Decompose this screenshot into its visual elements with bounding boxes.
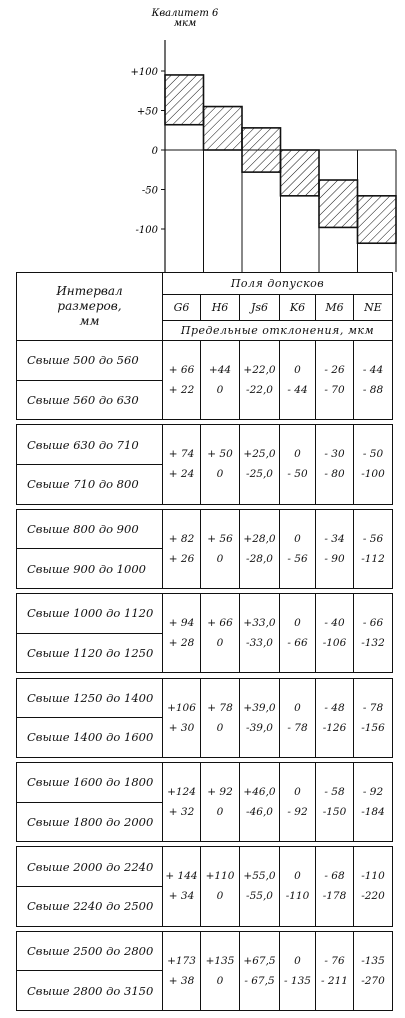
deviation-cell [280,509,316,588]
lower-deviation: 0 [216,552,224,565]
lower-deviation: 0 [216,637,224,650]
upper-deviation: - 92 [362,786,384,799]
deviation-cell [316,594,354,673]
deviation-cell [163,931,201,1010]
tolerance-band-M6 [319,180,358,227]
deviation-cell [201,931,240,1010]
lower-deviation: - 135 [284,974,311,987]
upper-deviation: +124 [167,786,196,799]
upper-deviation: +106 [167,701,196,714]
upper-deviation: +173 [167,954,196,967]
deviation-cell [240,509,280,588]
size-interval-cell: Свыше 1400 до 1600 [17,718,163,758]
upper-deviation: +28,0 [243,532,276,545]
deviation-cell [163,847,201,926]
lower-deviation: -106 [322,637,347,650]
column-header-M6: M6 [316,295,354,321]
upper-deviation: - 48 [324,701,345,714]
upper-deviation: 0 [294,532,301,545]
upper-deviation: 0 [294,954,301,967]
lower-deviation: - 44 [287,384,308,397]
table-row [17,678,393,718]
deviation-cell [240,341,280,420]
upper-deviation: - 40 [324,617,345,630]
lower-deviation: + 24 [168,468,195,481]
tolerance-band-H6 [204,107,243,150]
upper-deviation: 0 [294,448,301,461]
deviation-cell [240,425,280,504]
upper-deviation: +135 [205,954,235,967]
lower-deviation: -112 [361,552,385,565]
upper-deviation: -135 [361,954,385,967]
deviations-subheader: Предельные отклонения, мкм [163,321,393,341]
lower-deviation: 0 [216,890,224,903]
upper-deviation: - 56 [362,532,384,545]
tolerance-band-G6 [165,75,204,125]
deviation-cell [354,509,393,588]
table-row [17,931,393,971]
deviation-cell [316,425,354,504]
size-interval-cell: Свыше 630 до 710 [17,425,163,465]
upper-deviation: + 56 [207,532,233,545]
deviation-cell [163,509,201,588]
lower-deviation: - 80 [324,468,345,481]
deviation-cell [354,678,393,757]
lower-deviation: -25,0 [246,468,273,481]
upper-deviation: + 92 [207,786,233,799]
size-interval-cell: Свыше 2500 до 2800 [17,931,163,971]
y-axis-label: Квалитет 6 [151,8,219,19]
deviation-cell [163,425,201,504]
upper-deviation: +55,0 [243,870,276,883]
y-tick-label: -100 [135,225,158,236]
deviation-cell [240,594,280,673]
tolerance-chart-svg [0,0,405,272]
upper-deviation: + 66 [168,364,195,377]
deviation-cell [354,847,393,926]
deviation-cell [316,341,354,420]
size-interval-cell: Свыше 1120 до 1250 [17,633,163,673]
size-interval-cell: Свыше 1600 до 1800 [17,762,163,802]
deviation-cell [280,762,316,841]
lower-deviation: - 56 [287,552,308,565]
lower-deviation: -156 [361,721,385,734]
y-tick-label: 0 [151,146,158,157]
upper-deviation: +67,5 [243,954,276,967]
size-interval-cell: Свыше 900 до 1000 [17,549,163,589]
lower-deviation: - 70 [324,384,345,397]
lower-deviation: -55,0 [246,890,273,903]
upper-deviation: +25,0 [243,448,276,461]
size-interval-cell: Свыше 500 до 560 [17,341,163,381]
lower-deviation: - 67,5 [244,974,275,987]
upper-deviation: - 30 [324,448,345,461]
column-header-NE: NE [354,295,393,321]
size-interval-cell: Свыше 1000 до 1120 [17,594,163,634]
deviation-cell [201,594,240,673]
lower-deviation: -132 [361,637,385,650]
upper-deviation: - 78 [362,701,384,714]
deviation-cell [280,341,316,420]
upper-deviation: 0 [294,364,301,377]
deviation-cell [316,509,354,588]
upper-deviation: +110 [205,870,235,883]
upper-deviation: - 58 [324,786,345,799]
upper-deviation: - 66 [362,617,384,630]
lower-deviation: -126 [322,721,347,734]
lower-deviation: - 50 [287,468,308,481]
size-interval-cell: Свыше 2800 до 3150 [17,971,163,1011]
lower-deviation: - 92 [287,806,308,819]
y-tick-label: -50 [141,185,158,197]
size-interval-cell: Свыше 800 до 900 [17,509,163,549]
upper-deviation: - 34 [324,532,345,545]
deviation-cell [280,425,316,504]
lower-deviation: -22,0 [246,384,273,397]
tolerance-band-N6 [358,196,397,243]
lower-deviation: - 88 [362,384,384,397]
upper-deviation: + 82 [168,532,195,545]
lower-deviation: 0 [216,974,224,987]
upper-deviation: +22,0 [243,364,276,377]
table-row [17,594,393,634]
deviation-cell [354,425,393,504]
table-body [17,341,393,1011]
lower-deviation: 0 [216,468,224,481]
upper-deviation: + 50 [207,448,233,461]
deviation-cell [163,762,201,841]
deviation-cell [163,678,201,757]
lower-deviation: - 90 [324,552,345,565]
deviation-cell [240,931,280,1010]
column-header-Js6: Js6 [240,295,280,321]
deviation-cell [280,594,316,673]
tolerance-diagram [0,0,405,272]
lower-deviation: -270 [361,974,385,987]
upper-deviation: 0 [294,617,301,630]
upper-deviation: 0 [294,786,301,799]
column-header-K6: K6 [280,295,316,321]
size-interval-cell: Свыше 1250 до 1400 [17,678,163,718]
deviation-cell [163,594,201,673]
table-row [17,509,393,549]
table-row [17,341,393,381]
upper-deviation: + 78 [207,701,233,714]
deviation-cell [280,678,316,757]
lower-deviation: -100 [361,468,385,481]
upper-deviation: 0 [294,701,301,714]
fields-header: Поля допусков [163,273,393,295]
lower-deviation: + 38 [168,974,195,987]
deviation-cell [354,594,393,673]
size-interval-cell: Свыше 1800 до 2000 [17,802,163,842]
lower-deviation: + 30 [168,721,195,734]
table-row [17,425,393,465]
deviation-cell [201,678,240,757]
table-row [17,762,393,802]
lower-deviation: + 34 [168,890,195,903]
deviation-cell [354,762,393,841]
size-interval-cell: Свыше 2240 до 2500 [17,886,163,926]
upper-deviation: +44 [208,364,232,377]
deviation-cell [163,341,201,420]
lower-deviation: - 66 [287,637,308,650]
deviation-cell [201,509,240,588]
y-tick-label: +100 [130,67,158,78]
lower-deviation: -184 [361,806,385,819]
deviation-cell [354,341,393,420]
upper-deviation: - 68 [324,870,345,883]
lower-deviation: -220 [361,890,385,903]
upper-deviation: + 74 [168,448,195,461]
tolerance-table [16,272,393,1011]
column-header-H6: H6 [201,295,240,321]
y-axis-label: мкм [173,18,197,29]
tolerance-band-K6 [281,150,320,196]
deviation-cell [240,762,280,841]
column-header-G6: G6 [163,295,201,321]
deviation-cell [201,762,240,841]
size-interval-header-text: Интервал размеров, мм [56,284,123,328]
deviation-cell [201,425,240,504]
lower-deviation: 0 [216,806,224,819]
deviation-cell [201,847,240,926]
lower-deviation: -39,0 [246,721,273,734]
upper-deviation: + 94 [168,617,195,630]
upper-deviation: - 76 [324,954,345,967]
lower-deviation: + 28 [168,637,195,650]
upper-deviation: 0 [294,870,301,883]
lower-deviation: + 32 [168,806,195,819]
upper-deviation: +33,0 [243,617,276,630]
deviation-cell [280,847,316,926]
deviation-cell [280,931,316,1010]
upper-deviation: +46,0 [243,786,276,799]
lower-deviation: - 211 [321,974,348,987]
lower-deviation: -33,0 [246,637,273,650]
deviation-cell [316,931,354,1010]
upper-deviation: + 144 [165,870,198,883]
size-interval-cell: Свыше 2000 до 2240 [17,847,163,887]
upper-deviation: +39,0 [243,701,276,714]
lower-deviation: -178 [322,890,347,903]
lower-deviation: -110 [285,890,310,903]
deviation-cell [316,762,354,841]
lower-deviation: 0 [216,721,224,734]
size-interval-cell: Свыше 560 до 630 [17,380,163,420]
upper-deviation: - 26 [324,364,345,377]
tolerance-band-Js6 [242,128,281,172]
y-tick-label: +50 [136,106,158,118]
lower-deviation: + 22 [168,384,195,397]
size-interval-cell: Свыше 710 до 800 [17,464,163,504]
deviation-cell [201,341,240,420]
lower-deviation: 0 [216,384,224,397]
deviation-cell [316,847,354,926]
lower-deviation: -28,0 [246,552,273,565]
lower-deviation: - 78 [287,721,308,734]
upper-deviation: -110 [361,870,385,883]
table-row [17,847,393,887]
deviation-cell [240,678,280,757]
lower-deviation: -150 [322,806,347,819]
deviation-cell [354,931,393,1010]
size-interval-header [17,273,163,341]
deviation-cell [240,847,280,926]
upper-deviation: - 50 [362,448,384,461]
lower-deviation: -46,0 [246,806,273,819]
deviation-cell [316,678,354,757]
lower-deviation: + 26 [168,552,195,565]
upper-deviation: + 66 [207,617,233,630]
upper-deviation: - 44 [362,364,384,377]
